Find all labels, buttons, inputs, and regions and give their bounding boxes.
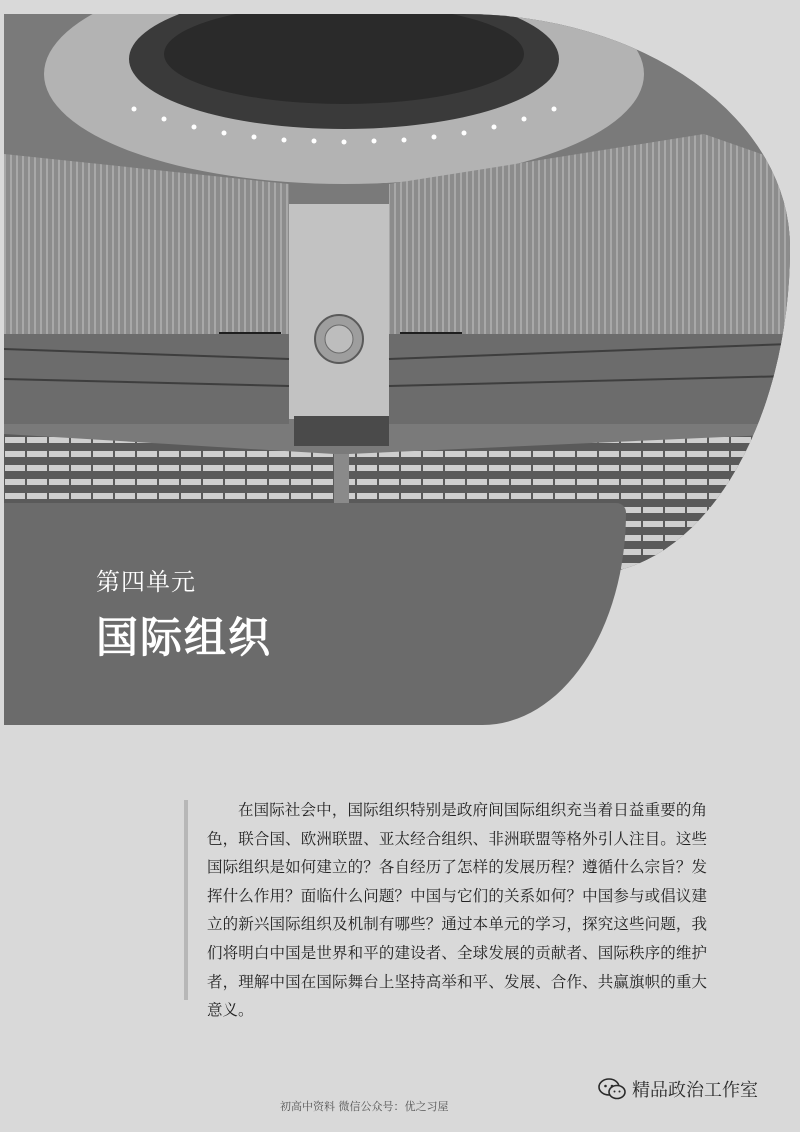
un-assembly-hall-illustration [4,14,790,574]
footer-note: 初高中资料 微信公众号：优之习屋 [280,1100,449,1113]
hero-photo [4,14,790,574]
wechat-icon [598,1078,626,1100]
unit-title: 国际组织 [96,613,273,662]
intro-paragraph: 在国际社会中，国际组织特别是政府间国际组织充当着日益重要的角色，联合国、欧洲联盟、亚太经合组织、非洲联盟等格外引人注目。这些国际组织是如何建立的？各自经历了怎样的发展历程？遵循什么宗旨？发挥什么作用？面临什么问题？中国与它们的关系如何？中国参与或倡议建立的新兴国际组织及机制有哪些？通过本单元的学习，探究这些问题，我们将明白中国是世界和平的建设者、全球发展的贡献者、国际秩序的维护者，理解中国在国际舞台上坚持高举和平、发展、合作、共赢旗帜的重大意义。 [207,801,707,1020]
intro-accent-bar [184,800,188,1000]
unit-label: 第四单元 [96,568,196,596]
watermark [598,1076,758,1102]
watermark-text: 精品政治工作室 [632,1080,758,1101]
